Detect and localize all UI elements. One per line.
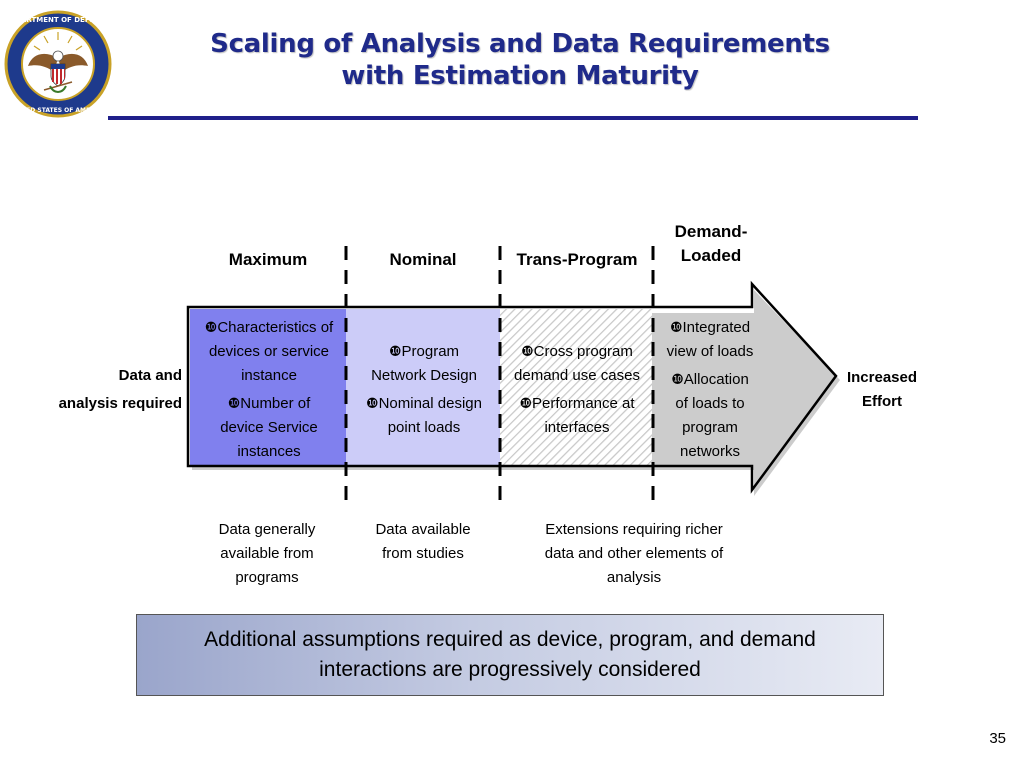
bullet-icon: ❿ bbox=[227, 396, 241, 412]
data-analysis-label bbox=[10, 362, 182, 418]
item-line: Nominal design bbox=[378, 395, 482, 412]
trans-item-interfaces bbox=[500, 392, 654, 440]
item-line: of loads to bbox=[675, 395, 745, 412]
demand-item-integrated-view bbox=[654, 316, 766, 364]
note-line: data and other elements of bbox=[544, 545, 724, 562]
nominal-item-network-design bbox=[348, 340, 500, 388]
effort-line-2: Effort bbox=[862, 393, 902, 410]
item-line: networks bbox=[679, 443, 741, 460]
assumptions-callout: Additional assumptions required as device, program, and demand interactions are progressively considered bbox=[136, 614, 884, 696]
increased-effort-label bbox=[832, 366, 932, 414]
bullet-icon: ❿ bbox=[204, 320, 218, 336]
item-line: demand use cases bbox=[514, 367, 640, 384]
side-label-line-1: Data and bbox=[118, 367, 182, 384]
column-header-demand-loaded bbox=[656, 220, 766, 268]
bullet-icon: ❿ bbox=[521, 344, 534, 360]
item-line: Number of bbox=[240, 395, 311, 412]
demand-item-allocation bbox=[654, 368, 766, 464]
page-number: 35 bbox=[989, 730, 1006, 747]
bullet-icon: ❿ bbox=[669, 320, 683, 336]
title-line-2: with Estimation Maturity bbox=[341, 61, 699, 91]
side-label-line-2: analysis required bbox=[58, 395, 182, 412]
nominal-item-design-loads bbox=[348, 392, 500, 440]
note-line: available from bbox=[220, 545, 314, 562]
note-nominal bbox=[348, 518, 498, 566]
bullet-icon: ❿ bbox=[671, 372, 684, 388]
note-maximum bbox=[190, 518, 344, 590]
effort-line-1: Increased bbox=[846, 369, 918, 386]
item-line: interfaces bbox=[544, 419, 610, 436]
item-line: program bbox=[682, 419, 738, 436]
column-header-nominal: Nominal bbox=[389, 250, 457, 269]
item-line: instance bbox=[241, 367, 297, 384]
item-line: Integrated bbox=[682, 319, 751, 336]
item-line: devices or service bbox=[208, 343, 330, 360]
svg-text:DEPARTMENT OF DEFENSE: DEPARTMENT OF DEFENSE bbox=[5, 16, 111, 24]
column-header-trans-program: Trans-Program bbox=[516, 250, 638, 269]
item-line: view of loads bbox=[666, 343, 754, 360]
column-header-maximum: Maximum bbox=[228, 250, 308, 269]
note-line: Extensions requiring richer bbox=[545, 521, 723, 538]
svg-text:UNITED STATES OF AMERICA: UNITED STATES OF AMERICA bbox=[9, 107, 107, 114]
item-line: Characteristics of bbox=[217, 319, 334, 336]
bullet-icon: ❿ bbox=[366, 396, 379, 412]
title-line-1: Scaling of Analysis and Data Requirements bbox=[210, 29, 830, 59]
note-line: analysis bbox=[606, 569, 662, 586]
maximum-item-characteristics bbox=[190, 316, 348, 388]
note-extensions bbox=[506, 518, 762, 590]
item-line: Program bbox=[401, 343, 460, 360]
note-line: Data generally bbox=[218, 521, 316, 538]
item-line: Network Design bbox=[371, 367, 477, 384]
maximum-item-number bbox=[190, 392, 348, 464]
item-line: point loads bbox=[387, 419, 461, 436]
item-line: device Service bbox=[220, 419, 318, 436]
note-line: from studies bbox=[382, 545, 464, 562]
item-line: Performance at bbox=[532, 395, 635, 412]
item-line: Allocation bbox=[683, 371, 749, 388]
item-line: Cross program bbox=[533, 343, 633, 360]
item-line: instances bbox=[237, 443, 301, 460]
note-line: programs bbox=[235, 569, 299, 586]
bullet-icon: ❿ bbox=[388, 344, 402, 360]
trans-item-use-cases bbox=[500, 340, 654, 388]
bullet-icon: ❿ bbox=[519, 396, 532, 412]
note-line: Data available bbox=[375, 521, 471, 538]
demand-loaded-line-2: Loaded bbox=[680, 246, 742, 265]
demand-loaded-line-1: Demand- bbox=[674, 222, 748, 241]
